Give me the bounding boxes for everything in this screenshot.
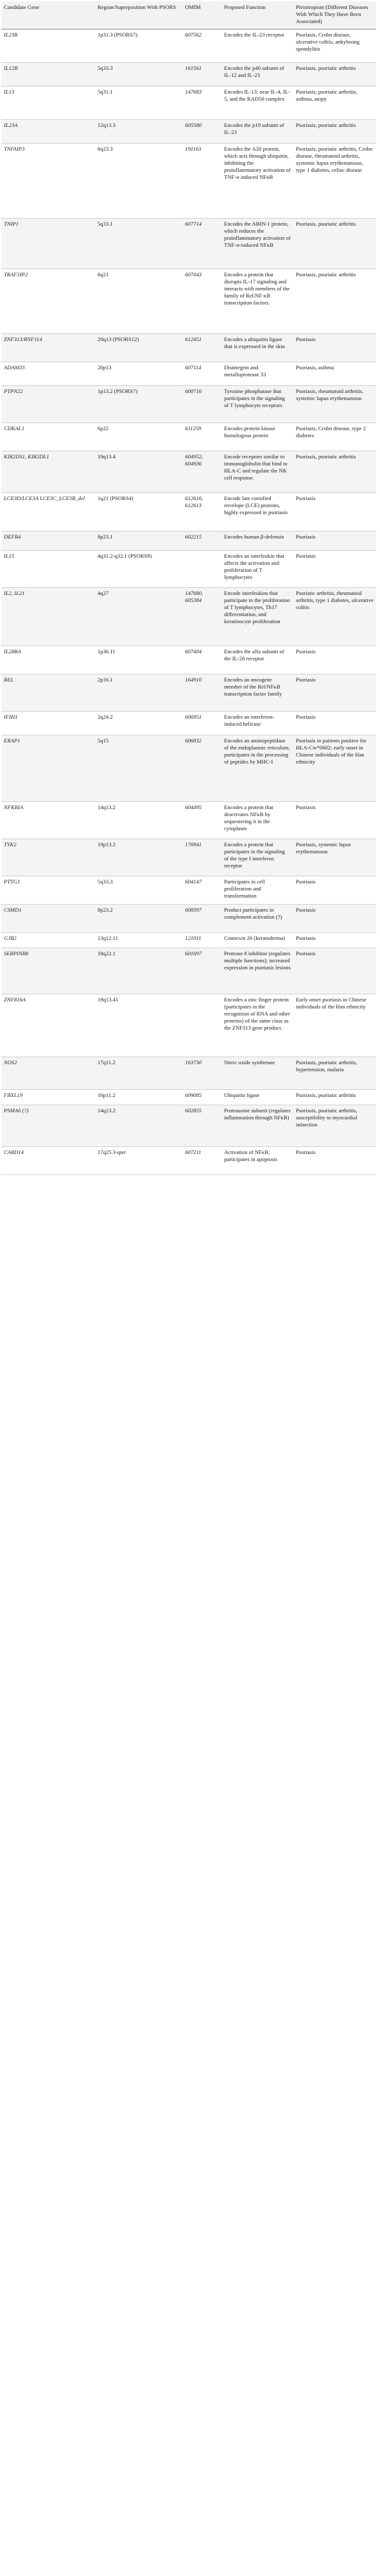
- pleiotropism-cell: Psoriasis, psoriatic arthritis, hypertension, malaria: [293, 1057, 376, 1090]
- gene-cell: TYK2: [1, 839, 95, 876]
- region-cell: 14q13.2: [95, 802, 182, 839]
- table-row: [1, 735, 376, 802]
- pleiotropism-cell: Psoriasis, asthma: [293, 362, 376, 386]
- region-cell: 5q33.3: [95, 63, 182, 87]
- region-cell: 6p22: [95, 423, 182, 451]
- function-cell: Encodes the p40 subunit of IL-12 and IL-23: [221, 63, 293, 87]
- table-row: [1, 334, 376, 362]
- table-header: [1, 1, 376, 29]
- gene-cell: IL2, IL21: [1, 588, 95, 646]
- gene-cell: FBXL19: [1, 1090, 95, 1105]
- pleiotropism-cell: Psoriasis: [293, 933, 376, 948]
- omim-cell: 604952, 604936: [182, 451, 221, 493]
- gene-cell: IL28RA: [1, 646, 95, 674]
- omim-cell: 609085: [182, 1090, 221, 1105]
- table-row: [1, 551, 376, 588]
- region-cell: 2q24.2: [95, 712, 182, 735]
- omim-cell: 604495: [182, 802, 221, 839]
- function-cell: Encodes the ABIN-1 protein, which reduces the proinflammatory activation of TNF-α-induced NFκB: [221, 219, 293, 269]
- function-cell: Encodes IL-13; near IL-4, IL-5, and the RAD50 complex: [221, 87, 293, 120]
- pleiotropism-cell: Psoriasis: [293, 1147, 376, 1175]
- function-cell: Nitric oxide synthetase: [221, 1057, 293, 1090]
- omim-cell: 606951: [182, 712, 221, 735]
- omim-cell: 602215: [182, 531, 221, 551]
- table-row: [1, 646, 376, 674]
- table-row: [1, 876, 376, 905]
- table-row: [1, 493, 376, 531]
- omim-cell: 191163: [182, 144, 221, 219]
- pleiotropism-cell: Psoriasis: [293, 531, 376, 551]
- table-row: [1, 451, 376, 493]
- pleiotropism-cell: Psoriasis, psoriatic arthritis: [293, 451, 376, 493]
- function-cell: Encodes the IL-23 receptor: [221, 29, 293, 63]
- omim-cell: 607562: [182, 29, 221, 63]
- gene-cell: TNFAIP3: [1, 144, 95, 219]
- region-cell: 5q31.1: [95, 87, 182, 120]
- gene-cell: IL23R: [1, 29, 95, 63]
- gene-cell: ADAM33: [1, 362, 95, 386]
- omim-cell: 607404: [182, 646, 221, 674]
- pleiotropism-cell: Psoriasis, psoriatic arthritis, susceptibility to myocardial infarction: [293, 1105, 376, 1147]
- table-row: [1, 1057, 376, 1090]
- gene-cell: SERPINB8: [1, 948, 95, 994]
- header-candidate-gene: Candidate Gene: [1, 1, 95, 29]
- region-cell: 1p36.11: [95, 646, 182, 674]
- table-row: [1, 144, 376, 219]
- header-row: [1, 1, 376, 29]
- omim-cell: 164910: [182, 674, 221, 712]
- table-row: [1, 63, 376, 87]
- pleiotropism-cell: Psoriasis, systemic lupus erythematosus: [293, 839, 376, 876]
- gene-cell: IL23A: [1, 120, 95, 144]
- region-cell: 2p16.1: [95, 674, 182, 712]
- omim-cell: 147683: [182, 87, 221, 120]
- pleiotropism-cell: Psoriasis, psoriatic arthritis: [293, 1090, 376, 1105]
- pleiotropism-cell: Psoriasis: [293, 674, 376, 712]
- table-row: [1, 1090, 376, 1105]
- table-row: [1, 839, 376, 876]
- region-cell: 8p23.1: [95, 531, 182, 551]
- omim-cell: 607043: [182, 269, 221, 334]
- region-cell: 19p13.2: [95, 839, 182, 876]
- omim-cell: 612616, 612613: [182, 493, 221, 531]
- gene-cell: KIR2DS1, KIR2DL1: [1, 451, 95, 493]
- omim-cell: 176941: [182, 839, 221, 876]
- gene-cell: NOS2: [1, 1057, 95, 1090]
- header-pleiotropism: Pleiotropism (Different Diseases With Which They Have Been Associated): [293, 1, 376, 29]
- omim-cell: 600716: [182, 386, 221, 423]
- pleiotropism-cell: Psoriasis: [293, 712, 376, 735]
- omim-cell: 606832: [182, 735, 221, 802]
- region-cell: 14q13.2: [95, 1105, 182, 1147]
- pleiotropism-cell: Psoriasis, psoriatic arthritis: [293, 120, 376, 144]
- gene-cell: ZNF313/RNF114: [1, 334, 95, 362]
- pleiotropism-cell: Psoriasis: [293, 493, 376, 531]
- function-cell: Encodes a protein that participates in the signaling of the type I interferon receptor: [221, 839, 293, 876]
- region-cell: 8p23.2: [95, 905, 182, 933]
- gene-cell: CARD14: [1, 1147, 95, 1175]
- table-row: [1, 674, 376, 712]
- function-cell: Product participates in complement activation (?): [221, 905, 293, 933]
- region-cell: 19q13.41: [95, 994, 182, 1057]
- omim-cell: 147680, 605384: [182, 588, 221, 646]
- gene-cell: PTTG1: [1, 876, 95, 905]
- omim-cell: 121011: [182, 933, 221, 948]
- function-cell: Ubiquitin ligase: [221, 1090, 293, 1105]
- region-cell: 20q13 (PSORS12): [95, 334, 182, 362]
- table-row: [1, 386, 376, 423]
- pleiotropism-cell: Psoriasis: [293, 948, 376, 994]
- pleiotropism-cell: Psoriasis, psoriatic arthritis, Crohn disease, rheumatoid arthritis, systemic lupus erythematosus, type 1 diabetes, celiac disease: [293, 144, 376, 219]
- omim-cell: 607114: [182, 362, 221, 386]
- omim-cell: 161561: [182, 63, 221, 87]
- function-cell: Encodes an aminopeptidase of the endoplasmic reticulum, participates in the processing of peptides by MHC-I: [221, 735, 293, 802]
- omim-cell: [182, 994, 221, 1057]
- region-cell: 1p13.2 (PSORS7): [95, 386, 182, 423]
- table-row: [1, 1105, 376, 1147]
- header-proposed-function: Proposed Function: [221, 1, 293, 29]
- region-cell: 20p13: [95, 362, 182, 386]
- function-cell: Encodes protein kinase homologous protein: [221, 423, 293, 451]
- region-cell: 1q21 (PSORS4): [95, 493, 182, 531]
- gene-cell: DEFB4: [1, 531, 95, 551]
- gene-cell: LCE3D/LCE3A LCE3C_LCE3B_del: [1, 493, 95, 531]
- pleiotropism-cell: Psoriasis: [293, 551, 376, 588]
- pleiotropism-cell: Psoriasis: [293, 802, 376, 839]
- omim-cell: 607211: [182, 1147, 221, 1175]
- region-cell: 19q13.4: [95, 451, 182, 493]
- pleiotropism-cell: Early onset psoriasis in Chinese individuals of the Han ethnicity: [293, 994, 376, 1057]
- candidate-gene-table: [1, 1, 376, 1175]
- function-cell: Encodes human β-defensin: [221, 531, 293, 551]
- table-row: [1, 712, 376, 735]
- region-cell: 12q13.3: [95, 120, 182, 144]
- gene-cell: PTPN22: [1, 386, 95, 423]
- function-cell: Activation of NFκB; participates in apoptosis: [221, 1147, 293, 1175]
- function-cell: Connexin 26 (keratoderma): [221, 933, 293, 948]
- region-cell: 18q22.1: [95, 948, 182, 994]
- table-row: [1, 362, 376, 386]
- function-cell: Participates in cell proliferation and transformation: [221, 876, 293, 905]
- region-cell: 6q21: [95, 269, 182, 334]
- pleiotropism-cell: Psoriatic arthritis, rheumatoid arthritis, type 1 diabetes, ulcerative colitis: [293, 588, 376, 646]
- table-row: [1, 29, 376, 63]
- gene-cell: PSMA6 (?): [1, 1105, 95, 1147]
- region-cell: 17q25.3-qter: [95, 1147, 182, 1175]
- header-region: Region/Superposition With PSORS: [95, 1, 182, 29]
- function-cell: Encode receptors similar to immunoglobulin that bind to HLA-C and regulate the NK cell response.: [221, 451, 293, 493]
- omim-cell: 607714: [182, 219, 221, 269]
- gene-cell: CSMD1: [1, 905, 95, 933]
- gene-cell: IL13: [1, 87, 95, 120]
- table-row: [1, 905, 376, 933]
- omim-cell: 605580: [182, 120, 221, 144]
- function-cell: Encodes a zinc finger protein (participates in the recognition of RNA and other proteins) of the same class as the ZNF313 gene product.: [221, 994, 293, 1057]
- function-cell: Protease 8 inhibitor (regulates multiple functions); increased expression in psoriasis lesions: [221, 948, 293, 994]
- header-omim: OMIM: [182, 1, 221, 29]
- region-cell: 5q33.1: [95, 219, 182, 269]
- table-row: [1, 1147, 376, 1175]
- omim-cell: 604147: [182, 876, 221, 905]
- function-cell: Encodes an oncogene member of the Rel/NFκB transcription factor family: [221, 674, 293, 712]
- pleiotropism-cell: Psoriasis, rheumatoid arthritis, systemic lupus erythematosus: [293, 386, 376, 423]
- region-cell: 4q31.2-q32.1 (PSORS9): [95, 551, 182, 588]
- region-cell: 6q23.3: [95, 144, 182, 219]
- function-cell: Encodes the alfa subunit of the IL-28 receptor: [221, 646, 293, 674]
- gene-cell: TRAF3IP2: [1, 269, 95, 334]
- gene-cell: ERAP1: [1, 735, 95, 802]
- gene-cell: CDKAL1: [1, 423, 95, 451]
- function-cell: Encode late cornified envelope (LCE) proteins, highly expressed in psoriasis: [221, 493, 293, 531]
- pleiotropism-cell: Psoriasis: [293, 905, 376, 933]
- table-row: [1, 948, 376, 994]
- region-cell: 5q33.3: [95, 876, 182, 905]
- table-row: [1, 994, 376, 1057]
- function-cell: Encode interleukins that participate in the proliferation of T lymphocytes, Th17 differentiation, and keratinocyte proliferation: [221, 588, 293, 646]
- table-body: [1, 29, 376, 1175]
- omim-cell: 611259: [182, 423, 221, 451]
- candidate-gene-table-page: [1, 1, 379, 1175]
- pleiotropism-cell: Psoriasis: [293, 876, 376, 905]
- gene-cell: TNIP1: [1, 219, 95, 269]
- gene-cell: IL15: [1, 551, 95, 588]
- table-row: [1, 423, 376, 451]
- omim-cell: 602855: [182, 1105, 221, 1147]
- table-row: [1, 269, 376, 334]
- table-row: [1, 120, 376, 144]
- gene-cell: NFKBIA: [1, 802, 95, 839]
- function-cell: Encodes a protein that deactivates NFκB by sequestering it in the cytoplasm: [221, 802, 293, 839]
- region-cell: 17q11.2: [95, 1057, 182, 1090]
- pleiotropism-cell: Psoriasis: [293, 334, 376, 362]
- table-row: [1, 588, 376, 646]
- table-row: [1, 933, 376, 948]
- omim-cell: 612451: [182, 334, 221, 362]
- pleiotropism-cell: Psoriasis, psoriatic arthritis, asthma, atopy: [293, 87, 376, 120]
- gene-cell: ZNF816A: [1, 994, 95, 1057]
- function-cell: Disintegrin and metalloprotease 33: [221, 362, 293, 386]
- gene-cell: REL: [1, 674, 95, 712]
- gene-cell: IFIH1: [1, 712, 95, 735]
- gene-cell: IL12B: [1, 63, 95, 87]
- region-cell: 1p31.3 (PSORS7): [95, 29, 182, 63]
- pleiotropism-cell: Psoriasis, psoriatic arthritis: [293, 269, 376, 334]
- function-cell: Encodes an interferon-induced helicase: [221, 712, 293, 735]
- omim-cell: 608397: [182, 905, 221, 933]
- table-row: [1, 531, 376, 551]
- function-cell: Encodes the A20 protein, which acts through ubiquitin, inhibiting the proinflammatory activation of TNF-α induced NFκB: [221, 144, 293, 219]
- table-row: [1, 802, 376, 839]
- pleiotropism-cell: Psoriasis, Crohn disease, type 2 diabetes: [293, 423, 376, 451]
- pleiotropism-cell: Psoriasis in patients positive for HLA-Cw*0602; early onset in Chinese individuals of the Han ethnicity: [293, 735, 376, 802]
- omim-cell: 601697: [182, 948, 221, 994]
- pleiotropism-cell: Psoriasis, psoriatic arthritis: [293, 219, 376, 269]
- function-cell: Proteasome subunit (regulates inflammation through NFκB): [221, 1105, 293, 1147]
- omim-cell: 163730: [182, 1057, 221, 1090]
- pleiotropism-cell: Psoriasis, psoriatic arthritis: [293, 63, 376, 87]
- omim-cell: [182, 551, 221, 588]
- table-row: [1, 219, 376, 269]
- gene-cell: GJB2: [1, 933, 95, 948]
- region-cell: 16p11.2: [95, 1090, 182, 1105]
- pleiotropism-cell: Psoriasis, Crohn disease, ulcerative colitis, ankylosing spondylitis: [293, 29, 376, 63]
- function-cell: Encodes a ubiquitin ligase that is expressed in the skin: [221, 334, 293, 362]
- function-cell: Encodes an interleukin that affects the activation and proliferation of T lymphocytes: [221, 551, 293, 588]
- region-cell: 4q27: [95, 588, 182, 646]
- region-cell: 13q12.11: [95, 933, 182, 948]
- function-cell: Tyrosine phosphatase that participates in the signaling of T lymphocyte receptors: [221, 386, 293, 423]
- table-row: [1, 87, 376, 120]
- function-cell: Encodes the p19 subunit of IL-23: [221, 120, 293, 144]
- region-cell: 5q15: [95, 735, 182, 802]
- pleiotropism-cell: Psoriasis: [293, 646, 376, 674]
- function-cell: Encodes a protein that disrupts IL-17 signaling and interacts with members of the family of Rel/NF-κB transcription factors.: [221, 269, 293, 334]
